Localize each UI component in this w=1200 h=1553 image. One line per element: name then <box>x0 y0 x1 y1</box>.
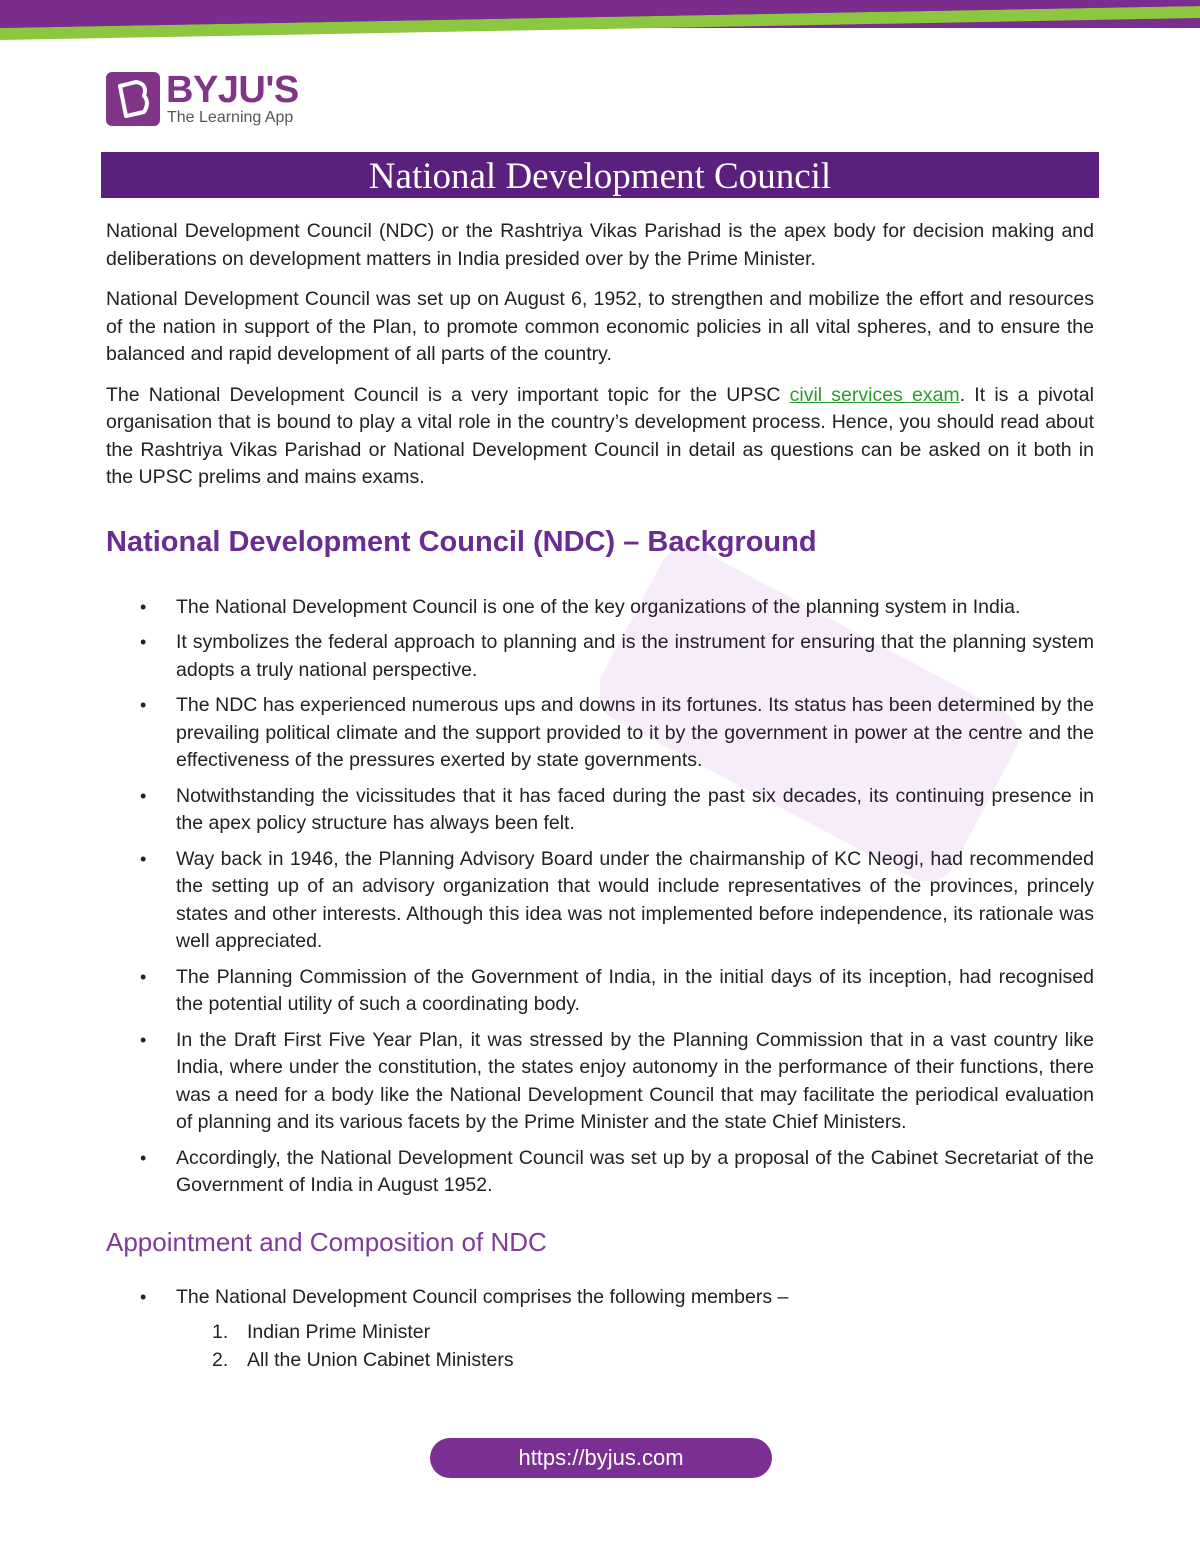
intro-p3-text-before: The National Development Council is a very important topic for the UPSC <box>106 383 790 406</box>
list-item: • The National Development Council comprises the following members – <box>106 1284 1094 1312</box>
member-text: Indian Prime Minister <box>247 1321 431 1343</box>
list-item: • Accordingly, the National Development Council was set up by a proposal of the Cabinet Secretariat of the Government of India in August 1952. <box>106 1145 1094 1200</box>
composition-heading: Appointment and Composition of NDC <box>106 1226 547 1257</box>
member-item <box>106 1319 1094 1347</box>
logo-mark-icon <box>106 72 160 126</box>
members-list <box>106 1319 1094 1374</box>
background-heading: National Development Council (NDC) – Background <box>106 525 817 558</box>
background-list <box>106 594 1094 1200</box>
intro-paragraph-1: National Development Council (NDC) or the Rashtriya Vikas Parishad is the apex body for decision making and deliberations on development matters in India presided over by the Prime Minister. <box>106 220 1094 270</box>
list-item: • The National Development Council is one of the key organizations of the planning system in India. <box>106 594 1094 622</box>
member-item <box>106 1347 1094 1375</box>
list-item: • The Planning Commission of the Government of India, in the initial days of its inception, had recognised the potential utility of such a coordinating body. <box>106 964 1094 1019</box>
logo-name: BYJU'S <box>166 69 299 111</box>
composition-list <box>106 1284 1094 1312</box>
intro-paragraph-2: National Development Council was set up on August 6, 1952, to strengthen and mobilize the effort and resources of the nation in support of the Plan, to promote common economic policies in all vital spheres, and to ensure the balanced and rapid development of all parts of the country. <box>106 288 1094 365</box>
intro-paragraph-3 <box>106 382 1094 492</box>
member-number: 1. <box>212 1321 229 1343</box>
list-item: • It symbolizes the federal approach to planning and is the instrument for ensuring that the planning system adopts a truly national perspective. <box>106 629 1094 684</box>
footer-url-link[interactable]: https://byjus.com <box>430 1438 772 1478</box>
main-content <box>106 218 1094 1374</box>
intro-p3-text-after: . It is a pivotal organisation that is bound to play a vital role in the country’s development process. Hence, you should read about the Rashtriya Vikas Parishad or National Development Council in detail as questions can be asked on it both in the UPSC prelims and mains exams. <box>106 383 1094 488</box>
civil-services-exam-link[interactable]: civil services exam <box>789 383 960 406</box>
list-item: • Notwithstanding the vicissitudes that it has faced during the past six decades, its continuing presence in the apex policy structure has always been felt. <box>106 783 1094 838</box>
member-number: 2. <box>212 1348 229 1371</box>
top-decorative-bar <box>0 0 1200 42</box>
page-title: National Development Council <box>101 152 1099 198</box>
list-item: • The NDC has experienced numerous ups and downs in its fortunes. Its status has been determined by the prevailing political climate and the support provided to it by the government in power at the centre and the effectiveness of the pressures exerted by state governments. <box>106 692 1094 775</box>
list-item: • Way back in 1946, the Planning Advisory Board under the chairmanship of KC Neogi, had recommended the setting up of an advisory organization that would include representatives of the provinces, princely states and other interests. Although this idea was not implemented before independence, its rationale was well appreciated. <box>106 846 1094 956</box>
byjus-logo <box>106 70 316 128</box>
member-text: All the Union Cabinet Ministers <box>247 1348 514 1371</box>
list-item: • In the Draft First Five Year Plan, it was stressed by the Planning Commission that in a vast country like India, where under the constitution, the states enjoy autonomy in the performance of their functions, there was a need for a body like the National Development Council that may facilitate the periodical evaluation of planning and its various facets by the Prime Minister and the state Chief Ministers. <box>106 1027 1094 1137</box>
logo-tagline: The Learning App <box>167 109 294 126</box>
